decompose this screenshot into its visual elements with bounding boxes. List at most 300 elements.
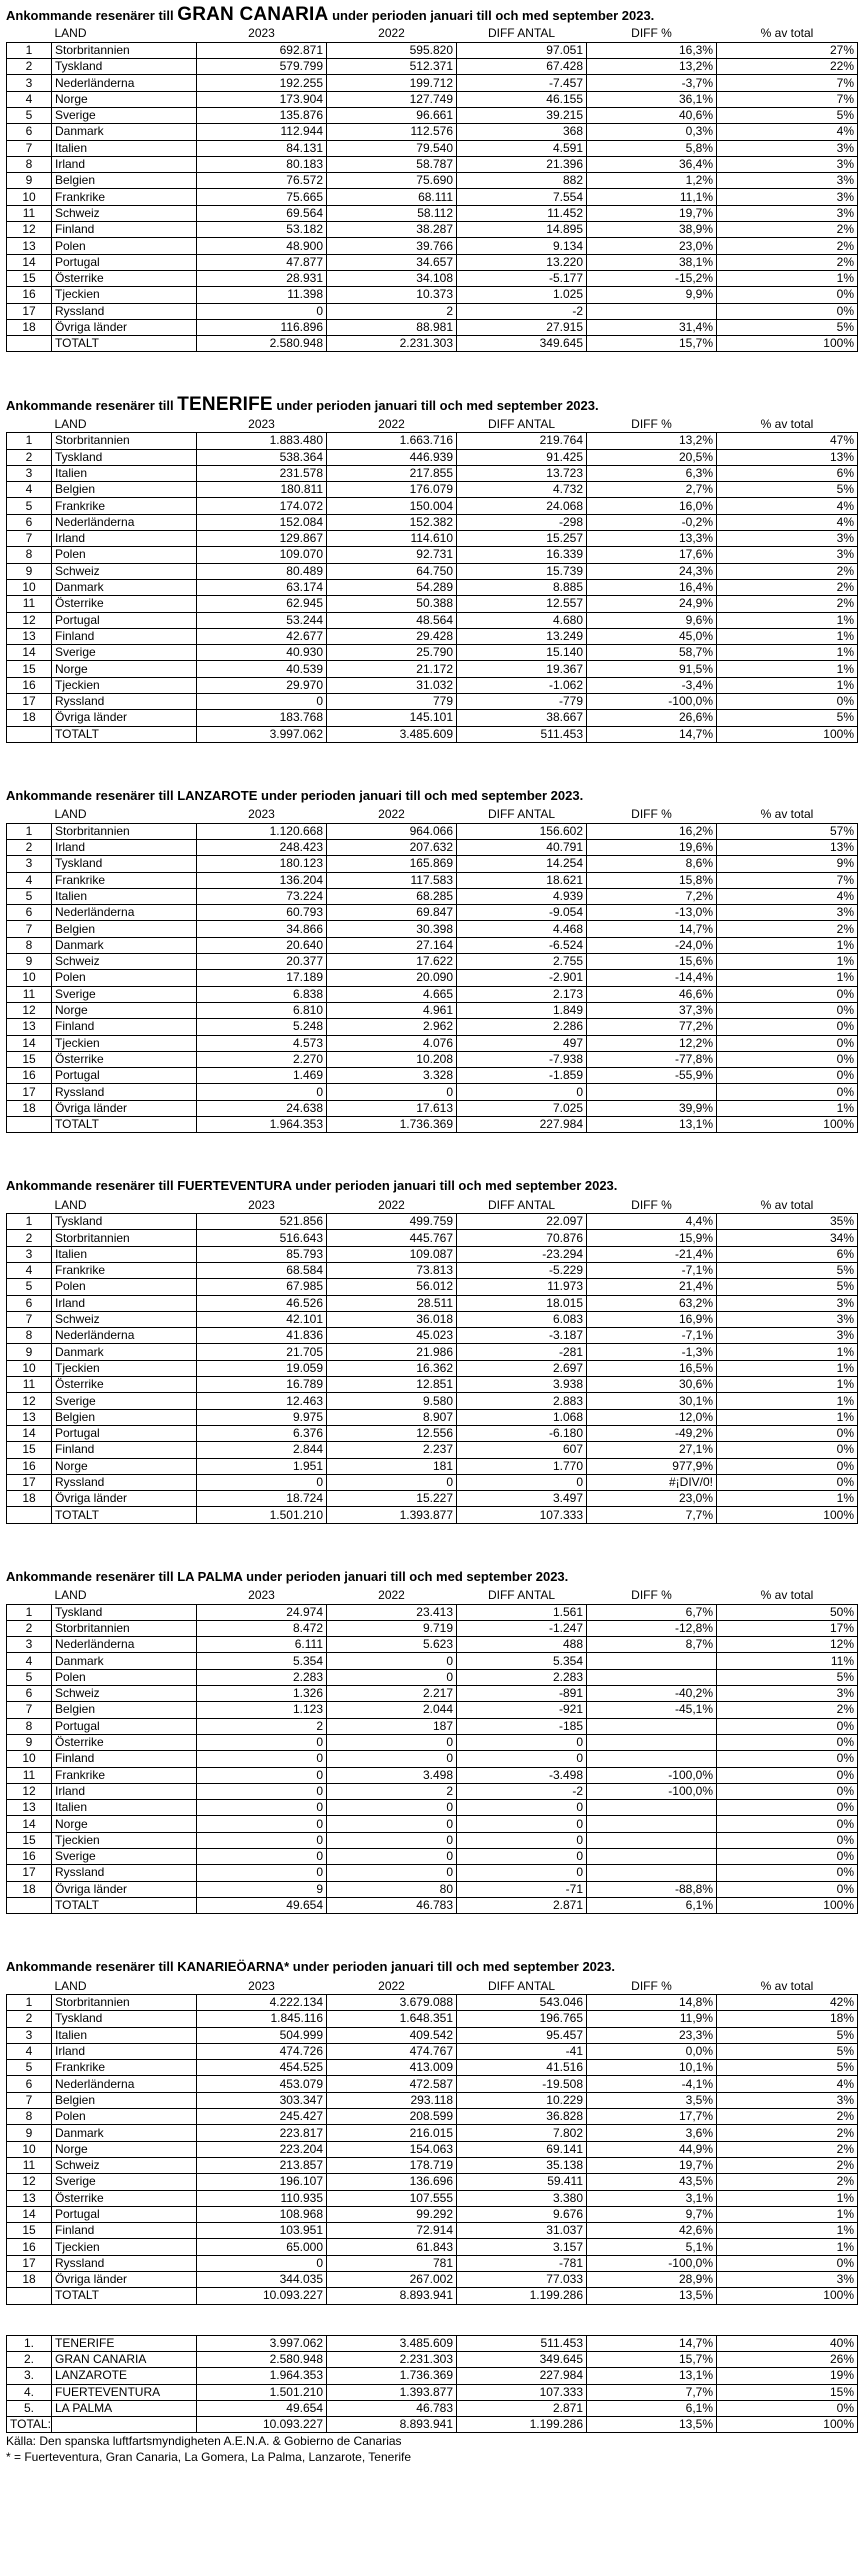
rank-cell: 11 <box>7 205 52 221</box>
table-row <box>7 1002 858 1018</box>
share-cell: 100% <box>717 1117 858 1133</box>
value-2022-cell: 4.076 <box>327 1035 457 1051</box>
share-cell: 7% <box>717 872 858 888</box>
diff-percent-cell <box>587 1653 717 1669</box>
value-2022-cell: 2.237 <box>327 1442 457 1458</box>
value-2023-cell: 0 <box>197 1751 327 1767</box>
diff-percent-cell: -100,0% <box>587 693 717 709</box>
share-cell: 1% <box>717 2206 858 2222</box>
summary-section <box>6 2335 857 2466</box>
diff-percent-cell: -77,8% <box>587 1051 717 1067</box>
share-cell: 1% <box>717 1409 858 1425</box>
value-2022-cell: 50.388 <box>327 596 457 612</box>
country-cell: TOTALT <box>52 1117 197 1133</box>
column-header: 2023 <box>248 1197 275 1212</box>
diff-percent-cell: 43,5% <box>587 2174 717 2190</box>
country-cell: Nederländerna <box>52 75 197 91</box>
diff-percent-cell: 0,0% <box>587 2043 717 2059</box>
value-2023-cell: 8.472 <box>197 1620 327 1636</box>
rank-cell: 5. <box>7 2400 52 2416</box>
share-cell: 0% <box>717 1881 858 1897</box>
title-island: GRAN CANARIA <box>177 4 329 25</box>
diff-count-cell: 0 <box>457 1832 587 1848</box>
table-row <box>7 1816 858 1832</box>
diff-percent-cell: -15,2% <box>587 270 717 286</box>
header-row <box>7 1197 858 1213</box>
share-cell: 0% <box>717 1068 858 1084</box>
country-cell: Portugal <box>52 1718 197 1734</box>
table-row <box>7 1442 858 1458</box>
diff-count-cell: 7.025 <box>457 1100 587 1116</box>
rank-cell: 6 <box>7 2076 52 2092</box>
share-cell: 0% <box>717 1019 858 1035</box>
country-cell: Tyskland <box>52 856 197 872</box>
diff-percent-cell: 21,4% <box>587 1279 717 1295</box>
rank-cell: 6 <box>7 1686 52 1702</box>
value-2022-cell: 73.813 <box>327 1263 457 1279</box>
country-cell: Irland <box>52 1783 197 1799</box>
value-2023-cell: 538.364 <box>197 449 327 465</box>
country-cell: Finland <box>52 2223 197 2239</box>
share-cell: 19% <box>717 2368 858 2384</box>
value-2022-cell: 16.362 <box>327 1360 457 1376</box>
value-2023-cell: 116.896 <box>197 319 327 335</box>
value-2023-cell: 1.123 <box>197 1702 327 1718</box>
country-cell: Tjeckien <box>52 287 197 303</box>
table-row <box>7 921 858 937</box>
table-row <box>7 1311 858 1327</box>
value-2023-cell: 192.255 <box>197 75 327 91</box>
country-cell: Österrike <box>52 1377 197 1393</box>
country-cell: Storbritannien <box>52 42 197 58</box>
island-section <box>6 1956 857 2304</box>
country-cell: Italien <box>52 1800 197 1816</box>
share-cell: 1% <box>717 1100 858 1116</box>
table-row <box>7 1783 858 1799</box>
rank-cell: 1 <box>7 823 52 839</box>
country-cell: LANZAROTE <box>52 2368 197 2384</box>
diff-count-cell: -19.508 <box>457 2076 587 2092</box>
column-header <box>7 1978 52 1994</box>
diff-count-cell: 15.140 <box>457 645 587 661</box>
table-row <box>7 2157 858 2173</box>
rank-cell: 4 <box>7 91 52 107</box>
country-cell: Norge <box>52 1458 197 1474</box>
country-cell: Nederländerna <box>52 2076 197 2092</box>
diff-count-cell: 3.938 <box>457 1377 587 1393</box>
diff-count-cell: 13.249 <box>457 628 587 644</box>
header-row <box>7 807 858 823</box>
value-2022-cell: 2.217 <box>327 1686 457 1702</box>
value-2023-cell: 2.270 <box>197 1051 327 1067</box>
country-cell: Schweiz <box>52 1686 197 1702</box>
value-2022-cell: 15.227 <box>327 1491 457 1507</box>
share-cell: 2% <box>717 596 858 612</box>
value-2023-cell: 75.665 <box>197 189 327 205</box>
column-header <box>7 1197 52 1213</box>
diff-count-cell: 4.732 <box>457 482 587 498</box>
section-spacer <box>6 1914 857 1956</box>
value-2022-cell: 145.101 <box>327 710 457 726</box>
country-cell: Frankrike <box>52 1767 197 1783</box>
table-row <box>7 905 858 921</box>
table-row <box>7 1474 858 1490</box>
share-cell: 5% <box>717 1279 858 1295</box>
rank-cell: 15 <box>7 661 52 677</box>
rank-cell: 1 <box>7 433 52 449</box>
diff-count-cell: 31.037 <box>457 2223 587 2239</box>
table-row <box>7 1295 858 1311</box>
country-cell: Italien <box>52 465 197 481</box>
country-cell: Storbritannien <box>52 1620 197 1636</box>
rank-cell: 2 <box>7 1230 52 1246</box>
diff-percent-cell: 8,7% <box>587 1637 717 1653</box>
table-row <box>7 2060 858 2076</box>
country-cell: Frankrike <box>52 872 197 888</box>
share-cell: 40% <box>717 2335 858 2351</box>
value-2022-cell: 58.787 <box>327 156 457 172</box>
table-row <box>7 1865 858 1881</box>
table-row <box>7 91 858 107</box>
diff-percent-cell: 16,5% <box>587 1360 717 1376</box>
diff-count-cell: 6.083 <box>457 1311 587 1327</box>
rank-cell: 15 <box>7 270 52 286</box>
table-row <box>7 1068 858 1084</box>
diff-count-cell: -7.938 <box>457 1051 587 1067</box>
share-cell: 0% <box>717 693 858 709</box>
country-cell: Irland <box>52 1295 197 1311</box>
value-2022-cell: 9.719 <box>327 1620 457 1636</box>
diff-percent-cell: 9,6% <box>587 612 717 628</box>
table-row <box>7 954 858 970</box>
share-cell: 5% <box>717 710 858 726</box>
diff-count-cell: 15.739 <box>457 563 587 579</box>
diff-count-cell: 27.915 <box>457 319 587 335</box>
column-header: 2023 <box>248 1978 275 1993</box>
column-header: 2022 <box>378 26 405 41</box>
country-cell: TOTALT <box>52 336 197 352</box>
diff-count-cell: 488 <box>457 1637 587 1653</box>
diff-percent-cell: 17,6% <box>587 547 717 563</box>
value-2022-cell: 3.498 <box>327 1767 457 1783</box>
column-header: DIFF % <box>631 1588 672 1603</box>
diff-count-cell: -9.054 <box>457 905 587 921</box>
value-2023-cell: 68.584 <box>197 1263 327 1279</box>
diff-count-cell: 67.428 <box>457 59 587 75</box>
share-cell: 3% <box>717 547 858 563</box>
value-2023-cell: 28.931 <box>197 270 327 286</box>
value-2022-cell: 9.580 <box>327 1393 457 1409</box>
table-row <box>7 1084 858 1100</box>
diff-percent-cell: -88,8% <box>587 1881 717 1897</box>
column-header: 2022 <box>378 1588 405 1603</box>
summary-row <box>7 2351 858 2367</box>
summary-row <box>7 2368 858 2384</box>
country-cell: Schweiz <box>52 205 197 221</box>
country-cell: Frankrike <box>52 1263 197 1279</box>
value-2023-cell: 2.844 <box>197 1442 327 1458</box>
value-2022-cell: 0 <box>327 1865 457 1881</box>
table-row <box>7 270 858 286</box>
summary-total-row <box>7 2417 858 2433</box>
column-header: DIFF % <box>631 416 672 431</box>
value-2022-cell: 199.712 <box>327 75 457 91</box>
rank-cell: 6 <box>7 514 52 530</box>
table-row <box>7 1604 858 1620</box>
country-cell: Övriga länder <box>52 2272 197 2288</box>
country-cell: Ryssland <box>52 303 197 319</box>
table-row <box>7 839 858 855</box>
table-row <box>7 1344 858 1360</box>
diff-count-cell: 227.984 <box>457 1117 587 1133</box>
value-2023-cell: 136.204 <box>197 872 327 888</box>
share-cell: 3% <box>717 2092 858 2108</box>
share-cell: 2% <box>717 2174 858 2190</box>
value-2022-cell: 2.044 <box>327 1702 457 1718</box>
diff-percent-cell: 8,6% <box>587 856 717 872</box>
diff-percent-cell: -49,2% <box>587 1425 717 1441</box>
value-2022-cell: 0 <box>327 1849 457 1865</box>
table-row <box>7 1767 858 1783</box>
diff-percent-cell: 13,3% <box>587 531 717 547</box>
table-row <box>7 563 858 579</box>
value-2023-cell: 231.578 <box>197 465 327 481</box>
table-row <box>7 498 858 514</box>
column-header: DIFF ANTAL <box>487 1978 556 1993</box>
value-2023-cell: 46.526 <box>197 1295 327 1311</box>
value-2023-cell: 73.224 <box>197 888 327 904</box>
value-2022-cell: 0 <box>327 1084 457 1100</box>
rank-cell: 8 <box>7 547 52 563</box>
rank-cell: 3. <box>7 2368 52 2384</box>
value-2022-cell: 474.767 <box>327 2043 457 2059</box>
country-cell: Österrike <box>52 596 197 612</box>
column-header: 2023 <box>248 416 275 431</box>
diff-count-cell: 1.849 <box>457 1002 587 1018</box>
diff-percent-cell: 15,8% <box>587 872 717 888</box>
value-2022-cell: 4.961 <box>327 1002 457 1018</box>
title-island: TENERIFE <box>177 394 273 416</box>
value-2022-cell: 3.485.609 <box>327 2335 457 2351</box>
rank-cell: 7 <box>7 140 52 156</box>
diff-count-cell: 1.199.286 <box>457 2288 587 2304</box>
diff-percent-cell: -55,9% <box>587 1068 717 1084</box>
total-row <box>7 1897 858 1913</box>
share-cell: 3% <box>717 905 858 921</box>
rank-cell: 11 <box>7 1767 52 1783</box>
share-cell: 100% <box>717 726 858 742</box>
value-2023-cell: 344.035 <box>197 2272 327 2288</box>
share-cell: 18% <box>717 2011 858 2027</box>
diff-count-cell: 41.516 <box>457 2060 587 2076</box>
value-2023-cell: 0 <box>197 1800 327 1816</box>
value-2022-cell: 36.018 <box>327 1311 457 1327</box>
country-cell: Tyskland <box>52 2011 197 2027</box>
value-2023-cell: 223.817 <box>197 2125 327 2141</box>
rank-cell: 6 <box>7 905 52 921</box>
rank-cell: 3 <box>7 2027 52 2043</box>
value-2023-cell: 2.580.948 <box>197 2351 327 2367</box>
value-2023-cell: 80.489 <box>197 563 327 579</box>
share-cell: 27% <box>717 42 858 58</box>
value-2022-cell: 217.855 <box>327 465 457 481</box>
table-row <box>7 2109 858 2125</box>
share-cell: 7% <box>717 91 858 107</box>
rank-cell: 5 <box>7 1279 52 1295</box>
header-row <box>7 26 858 42</box>
title-prefix: Ankommande resenärer till KANARIEÖARNA* under perioden januari till och med september 2023. <box>6 1959 615 1975</box>
rank-cell: 7 <box>7 2092 52 2108</box>
table-row <box>7 710 858 726</box>
rank-cell: 18 <box>7 2272 52 2288</box>
country-cell: Italien <box>52 888 197 904</box>
title-suffix: under perioden januari till och med september 2023. <box>328 8 655 23</box>
share-cell: 0% <box>717 1783 858 1799</box>
share-cell: 5% <box>717 1263 858 1279</box>
diff-count-cell: 14.895 <box>457 222 587 238</box>
country-cell: Irland <box>52 839 197 855</box>
value-2023-cell: 67.985 <box>197 1279 327 1295</box>
value-2023-cell: 6.376 <box>197 1425 327 1441</box>
share-cell: 0% <box>717 1751 858 1767</box>
column-header: 2022 <box>378 1197 405 1212</box>
value-2023-cell: 9 <box>197 1881 327 1897</box>
value-2023-cell: 19.059 <box>197 1360 327 1376</box>
diff-percent-cell: 63,2% <box>587 1295 717 1311</box>
diff-percent-cell: 37,3% <box>587 1002 717 1018</box>
value-2023-cell: 0 <box>197 2255 327 2271</box>
diff-percent-cell: 7,7% <box>587 2384 717 2400</box>
diff-percent-cell <box>587 1800 717 1816</box>
country-cell: Portugal <box>52 2206 197 2222</box>
diff-percent-cell: 14,7% <box>587 921 717 937</box>
diff-count-cell: 10.229 <box>457 2092 587 2108</box>
table-row <box>7 2190 858 2206</box>
value-2023-cell: 3.997.062 <box>197 726 327 742</box>
diff-count-cell: 22.097 <box>457 1214 587 1230</box>
country-cell: Österrike <box>52 1734 197 1750</box>
country-cell: Nederländerna <box>52 1637 197 1653</box>
island-section <box>6 4 857 352</box>
diff-percent-cell: 13,2% <box>587 59 717 75</box>
country-cell: TOTALT <box>52 726 197 742</box>
diff-count-cell: 18.015 <box>457 1295 587 1311</box>
diff-count-cell: 11.973 <box>457 1279 587 1295</box>
value-2023-cell: 40.539 <box>197 661 327 677</box>
table-row <box>7 823 858 839</box>
diff-count-cell: 39.215 <box>457 107 587 123</box>
country-cell: Italien <box>52 1246 197 1262</box>
rank-cell: 3 <box>7 856 52 872</box>
rank-cell: 16 <box>7 1068 52 1084</box>
share-cell: 5% <box>717 107 858 123</box>
value-2023-cell: 1.501.210 <box>197 2384 327 2400</box>
country-cell: Tjeckien <box>52 1360 197 1376</box>
value-2022-cell: 472.587 <box>327 2076 457 2092</box>
share-cell: 0% <box>717 1084 858 1100</box>
diff-percent-cell: 1,2% <box>587 173 717 189</box>
rank-cell: 10 <box>7 189 52 205</box>
value-2022-cell: 5.623 <box>327 1637 457 1653</box>
rank-cell: 17 <box>7 303 52 319</box>
diff-percent-cell: 77,2% <box>587 1019 717 1035</box>
table-row <box>7 2043 858 2059</box>
value-2022-cell: 34.657 <box>327 254 457 270</box>
table-row <box>7 1263 858 1279</box>
diff-percent-cell: -45,1% <box>587 1702 717 1718</box>
share-cell: 1% <box>717 1360 858 1376</box>
diff-count-cell: 2.883 <box>457 1393 587 1409</box>
rank-cell: 2 <box>7 449 52 465</box>
value-2023-cell: 454.525 <box>197 2060 327 2076</box>
table-row <box>7 579 858 595</box>
rank-cell: 6 <box>7 1295 52 1311</box>
value-2022-cell: 3.485.609 <box>327 726 457 742</box>
rank-cell <box>7 336 52 352</box>
share-cell: 4% <box>717 498 858 514</box>
header-row <box>7 1978 858 1994</box>
diff-count-cell: 2.697 <box>457 1360 587 1376</box>
diff-percent-cell: 3,6% <box>587 2125 717 2141</box>
share-cell: 35% <box>717 1214 858 1230</box>
table-row <box>7 1734 858 1750</box>
rank-cell: 16 <box>7 1458 52 1474</box>
value-2022-cell: 88.981 <box>327 319 457 335</box>
diff-percent-cell: 15,7% <box>587 336 717 352</box>
value-2022-cell: 10.373 <box>327 287 457 303</box>
country-cell: Sverige <box>52 645 197 661</box>
share-cell: 5% <box>717 2060 858 2076</box>
value-2022-cell: 409.542 <box>327 2027 457 2043</box>
table-row <box>7 1881 858 1897</box>
diff-count-cell: 11.452 <box>457 205 587 221</box>
country-cell: Irland <box>52 531 197 547</box>
diff-percent-cell: -7,1% <box>587 1328 717 1344</box>
value-2022-cell: 48.564 <box>327 612 457 628</box>
share-cell: 0% <box>717 1734 858 1750</box>
value-2022-cell: 114.610 <box>327 531 457 547</box>
country-cell: Sverige <box>52 107 197 123</box>
diff-count-cell: 36.828 <box>457 2109 587 2125</box>
diff-count-cell: -7.457 <box>457 75 587 91</box>
diff-count-cell: 95.457 <box>457 2027 587 2043</box>
share-cell: 2% <box>717 254 858 270</box>
diff-percent-cell: 15,7% <box>587 2351 717 2367</box>
value-2023-cell: 1.964.353 <box>197 2368 327 2384</box>
diff-count-cell: -781 <box>457 2255 587 2271</box>
value-2022-cell: 0 <box>327 1474 457 1490</box>
table-row <box>7 189 858 205</box>
diff-count-cell: 0 <box>457 1474 587 1490</box>
rank-cell: 12 <box>7 2174 52 2190</box>
rank-cell: 13 <box>7 1409 52 1425</box>
value-2022-cell: 216.015 <box>327 2125 457 2141</box>
table-row <box>7 986 858 1002</box>
rank-cell: 16 <box>7 287 52 303</box>
value-2022-cell: 781 <box>327 2255 457 2271</box>
table-row <box>7 612 858 628</box>
value-2022-cell: 112.576 <box>327 124 457 140</box>
value-2023-cell: 84.131 <box>197 140 327 156</box>
diff-count-cell: 2.173 <box>457 986 587 1002</box>
diff-percent-cell: 26,6% <box>587 710 717 726</box>
value-2022-cell: 61.843 <box>327 2239 457 2255</box>
value-2022-cell: 208.599 <box>327 2109 457 2125</box>
table-row <box>7 1702 858 1718</box>
diff-percent-cell: #¡DIV/0! <box>587 1474 717 1490</box>
share-cell: 1% <box>717 1344 858 1360</box>
value-2022-cell: 499.759 <box>327 1214 457 1230</box>
